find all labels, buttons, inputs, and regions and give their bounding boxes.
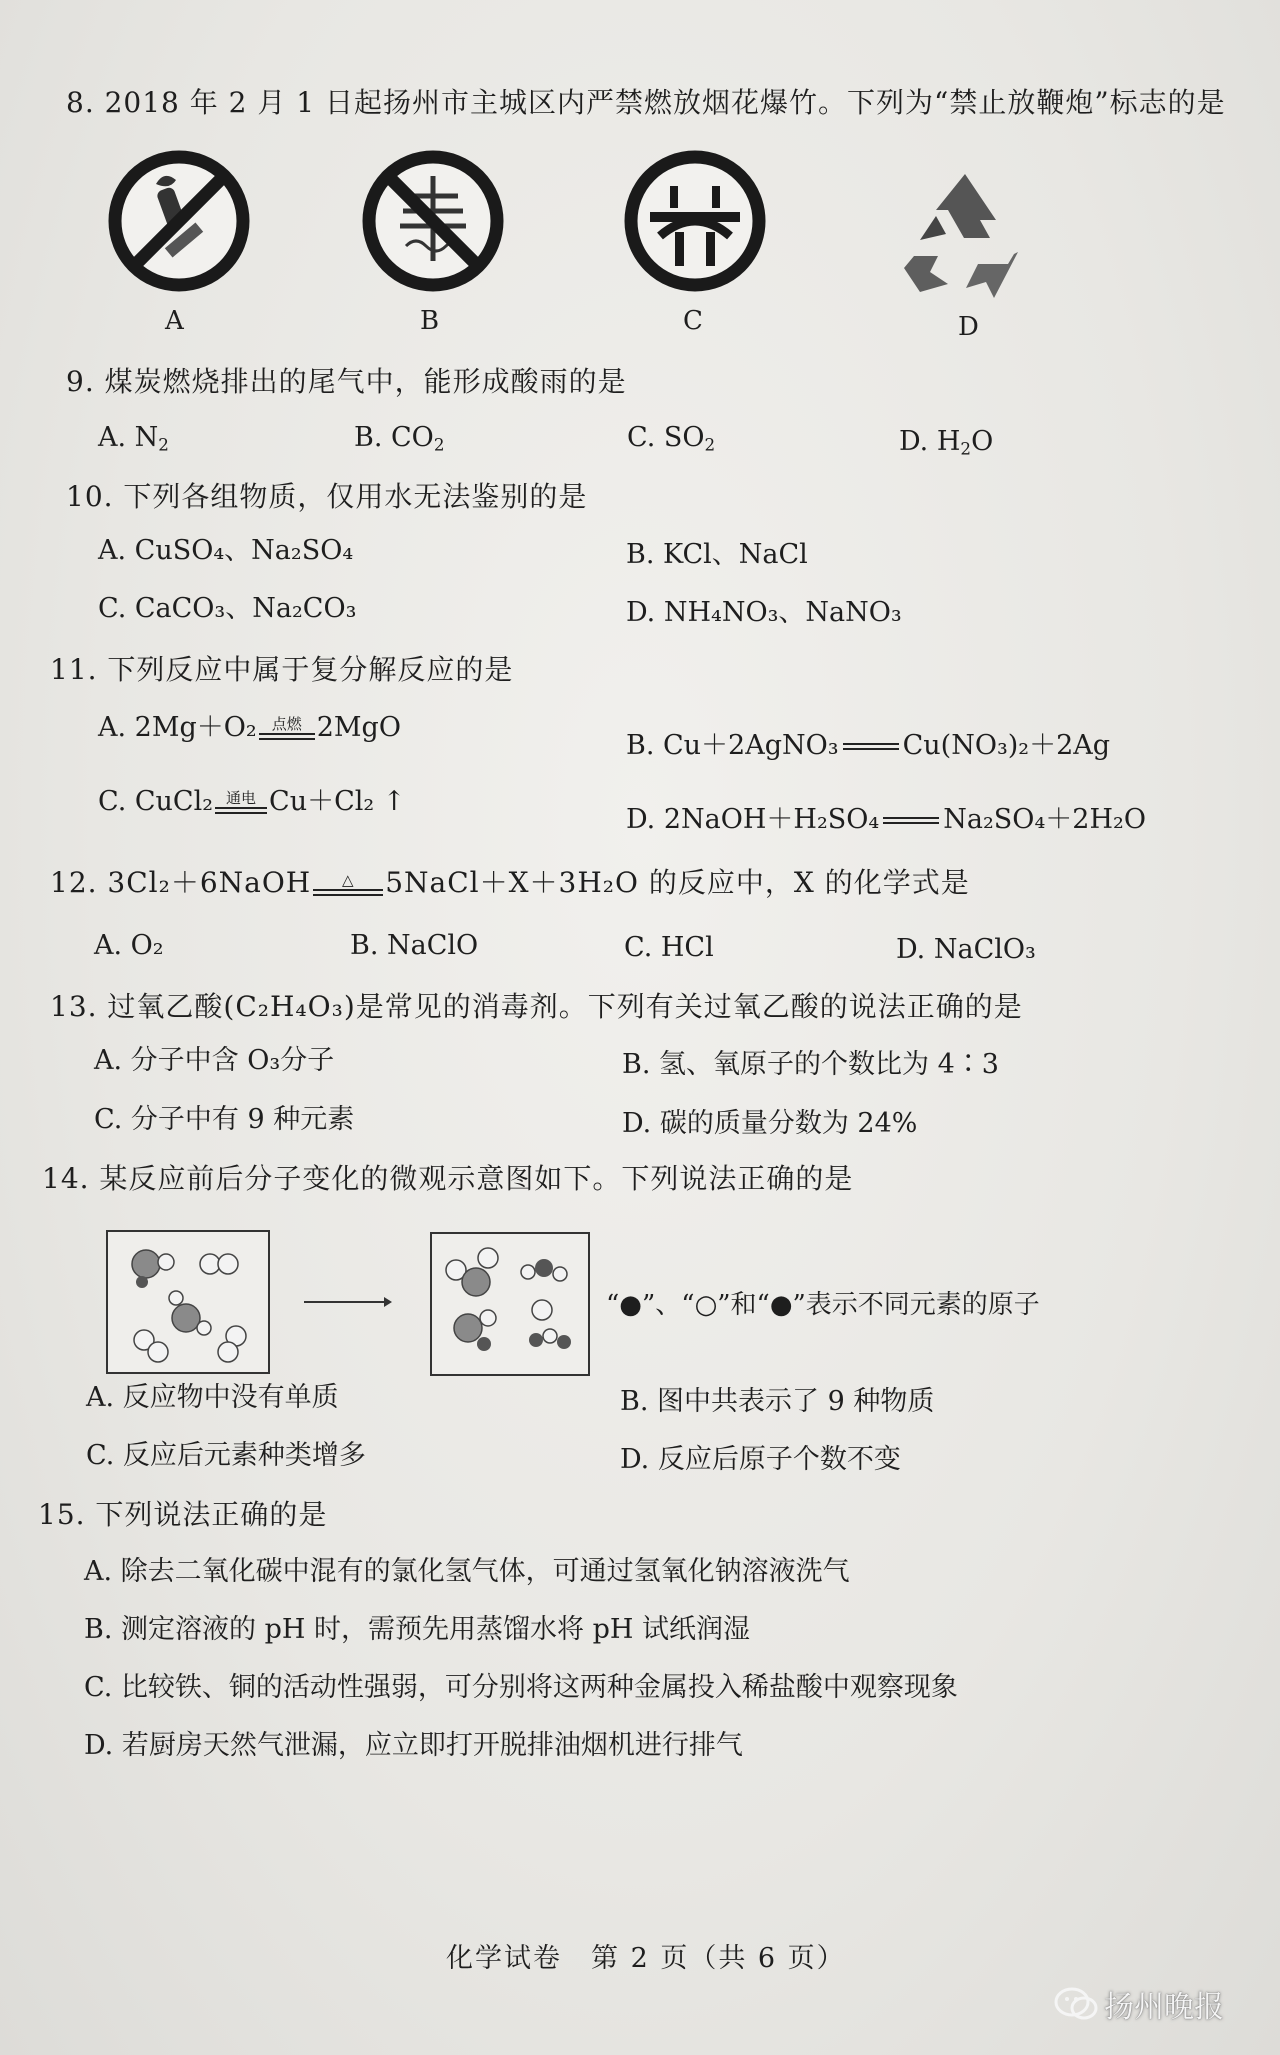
q11-option-a: A. 2Mg＋O₂ 点燃 2MgO — [98, 712, 401, 743]
q13-stem: 13. 过氧乙酸(C₂H₄O₃)是常见的消毒剂。下列有关过氧乙酸的说法正确的是 — [50, 990, 1023, 1023]
energy-saving-sign-icon — [620, 146, 770, 296]
q10-option-b: B. KCl、NaCl — [626, 539, 808, 570]
wechat-icon — [1054, 1986, 1098, 2020]
q14-option-d: D. 反应后原子个数不变 — [620, 1444, 901, 1475]
q8-label-b: B — [420, 306, 440, 336]
no-firecrackers-sign-icon — [358, 146, 508, 296]
q11-option-b: B. Cu＋2AgNO₃ Cu(NO₃)₂＋2Ag — [626, 730, 1111, 761]
products-diagram — [430, 1232, 590, 1376]
q13-option-d: D. 碳的质量分数为 24% — [622, 1108, 918, 1139]
q14-option-b: B. 图中共表示了 9 种物质 — [620, 1386, 935, 1417]
q8-label-a: A — [165, 306, 184, 336]
q8-label-c: C — [683, 306, 703, 336]
reaction-arrow-icon — [304, 1295, 392, 1309]
q11-option-c: C. CuCl₂ 通电 Cu＋Cl₂ ↑ — [98, 786, 406, 817]
recycle-sign-icon — [890, 160, 1040, 310]
q11-stem: 11. 下列反应中属于复分解反应的是 — [50, 653, 514, 686]
q15-option-a: A. 除去二氧化碳中混有的氯化氢气体，可通过氢氧化钠溶液洗气 — [84, 1556, 850, 1587]
q9-option-c: C. $SO_2$ — [627, 422, 716, 455]
q10-option-c: C. CaCO₃、Na₂CO₃ — [98, 593, 357, 624]
q12-option-d: D. NaClO₃ — [896, 934, 1036, 965]
q15-option-b: B. 测定溶液的 pH 时，需预先用蒸馏水将 pH 试纸润湿 — [84, 1614, 750, 1645]
q12-option-b: B. NaClO — [350, 930, 479, 961]
no-smoking-sign-icon — [104, 146, 254, 296]
q15-stem: 15. 下列说法正确的是 — [38, 1498, 328, 1531]
q15-option-d: D. 若厨房天然气泄漏，应立即打开脱排油烟机进行排气 — [84, 1730, 743, 1761]
q9-option-b: B. $CO_2$ — [354, 422, 445, 455]
q8-stem: 8. 2018 年 2 月 1 日起扬州市主城区内严禁燃放烟花爆竹。下列为“禁止放鞭炮”标志的是 — [66, 86, 1226, 119]
q13-option-b: B. 氢、氧原子的个数比为 4∶3 — [622, 1049, 999, 1080]
reactants-diagram — [106, 1230, 270, 1374]
atom-legend: “●”、“○”和“●”表示不同元素的原子 — [606, 1290, 1040, 1320]
q13-option-a: A. 分子中含 O₃分子 — [94, 1045, 335, 1076]
q10-stem: 10. 下列各组物质，仅用水无法鉴别的是 — [66, 480, 588, 513]
q13-option-c: C. 分子中有 9 种元素 — [94, 1104, 355, 1135]
q14-option-c: C. 反应后元素种类增多 — [86, 1440, 366, 1471]
q11-option-d: D. 2NaOH＋H₂SO₄ Na₂SO₄＋2H₂O — [626, 804, 1146, 835]
q14-stem: 14. 某反应前后分子变化的微观示意图如下。下列说法正确的是 — [42, 1162, 854, 1195]
q9-option-a: A. $N_2$ — [98, 422, 169, 455]
q15-option-c: C. 比较铁、铜的活动性强弱，可分别将这两种金属投入稀盐酸中观察现象 — [84, 1672, 958, 1703]
watermark-text: 扬州晚报 — [1104, 1990, 1224, 2025]
q10-option-a: A. CuSO₄、Na₂SO₄ — [98, 535, 354, 566]
q8-label-d: D — [958, 312, 979, 342]
page-footer: 化学试卷 第 2 页（共 6 页） — [446, 1943, 846, 1974]
q9-stem: 9. 煤炭燃烧排出的尾气中，能形成酸雨的是 — [66, 365, 627, 398]
q12-stem: 12. 3Cl₂＋6NaOH △ 5NaCl＋X＋3H₂O 的反应中，X 的化学式是 — [50, 866, 970, 899]
q9-option-d: D. $H_2O$ — [899, 426, 994, 459]
q12-option-c: C. HCl — [624, 932, 714, 963]
q10-option-d: D. NH₄NO₃、NaNO₃ — [626, 597, 902, 628]
q14-option-a: A. 反应物中没有单质 — [86, 1382, 339, 1413]
q12-option-a: A. O₂ — [94, 930, 164, 961]
